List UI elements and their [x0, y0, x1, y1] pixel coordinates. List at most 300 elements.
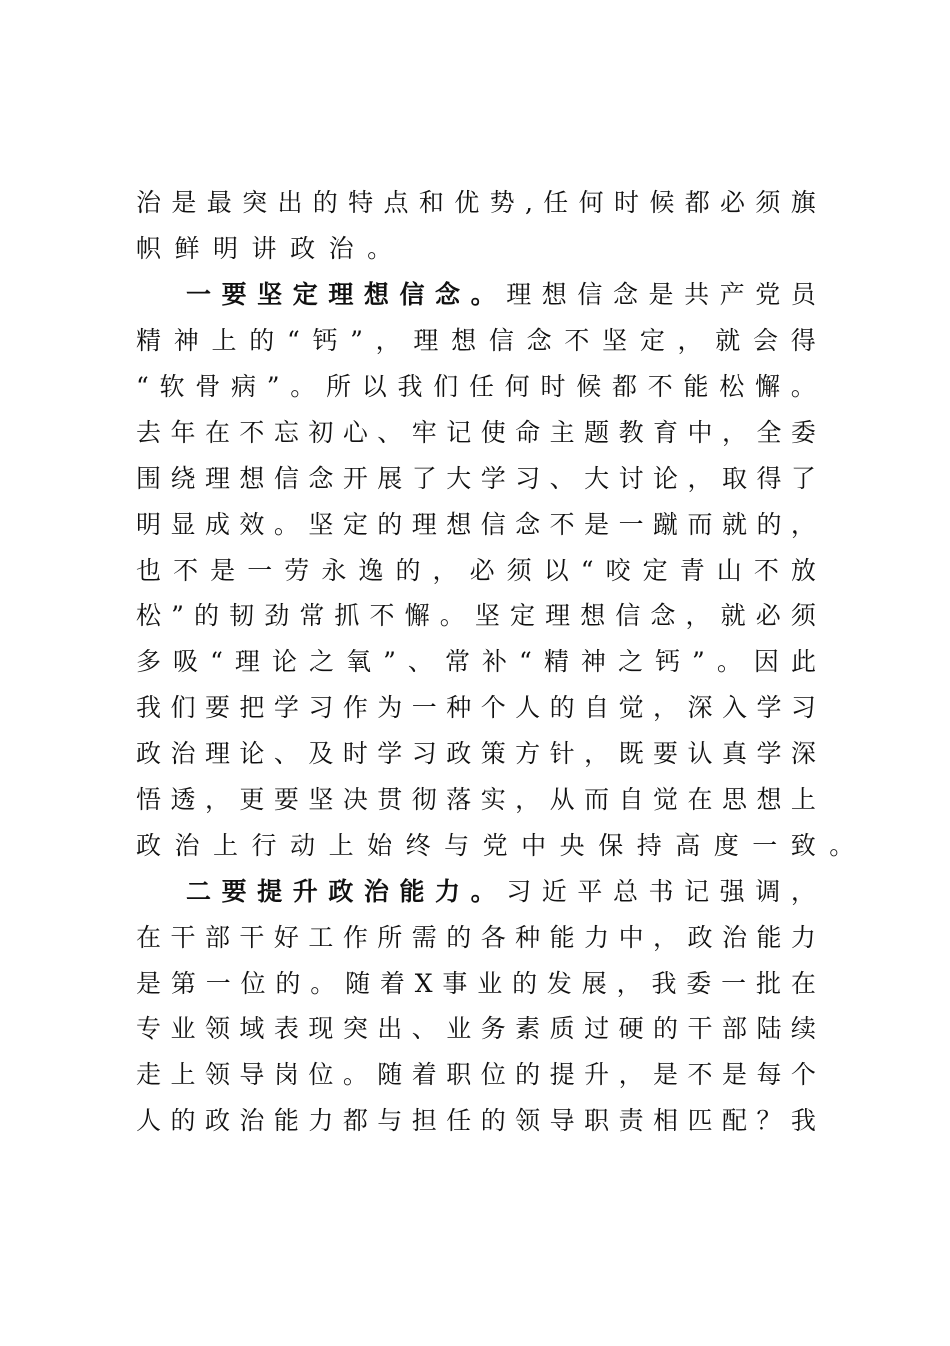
- char: 精: [136, 326, 162, 356]
- char: 所: [377, 922, 403, 952]
- char: 坚: [308, 509, 334, 539]
- char: 发: [546, 968, 572, 998]
- text-line: [136, 409, 816, 455]
- char: 方: [515, 739, 541, 769]
- char: ，: [677, 326, 703, 356]
- char: 精: [543, 647, 569, 677]
- char: 能: [273, 1106, 299, 1136]
- char: 政: [290, 234, 316, 264]
- char: “: [519, 647, 532, 677]
- char: 职: [584, 1106, 610, 1136]
- char: 必: [755, 601, 781, 631]
- char: 初: [308, 417, 334, 447]
- char: 显: [170, 509, 196, 539]
- char: 论: [653, 463, 679, 493]
- char: 取: [721, 463, 747, 493]
- char: 山: [716, 555, 742, 585]
- char: 是: [584, 509, 610, 539]
- char: 平: [577, 876, 603, 906]
- char: 。: [290, 372, 316, 401]
- char: 、: [377, 417, 403, 447]
- char: 领: [204, 1060, 230, 1090]
- char: “: [286, 326, 300, 356]
- char: 常: [444, 647, 470, 677]
- char: 最: [206, 188, 232, 218]
- char: 不: [369, 601, 395, 631]
- char: 彻: [411, 785, 437, 815]
- text-line: [136, 455, 816, 501]
- char: 韧: [229, 601, 255, 631]
- char: 钙: [312, 326, 338, 356]
- char: 不: [687, 1060, 713, 1090]
- bold-char: 。: [470, 876, 496, 906]
- text-line: [136, 914, 816, 960]
- char: ，: [685, 601, 711, 631]
- char: 上: [790, 785, 816, 815]
- char: 学: [756, 693, 782, 723]
- char: 命: [515, 417, 541, 447]
- text-line: [136, 180, 816, 226]
- bold-char: 念: [435, 280, 461, 310]
- char: 与: [444, 830, 470, 860]
- char: 念: [308, 463, 334, 493]
- char: 上: [170, 1060, 196, 1090]
- char: 松: [719, 372, 745, 401]
- char: 讲: [251, 234, 277, 264]
- char: 委: [790, 417, 816, 447]
- char: 决: [342, 785, 368, 815]
- bold-char: 能: [399, 876, 425, 906]
- char: ，: [204, 785, 230, 815]
- char: 好: [273, 922, 299, 952]
- char: 习: [790, 693, 816, 723]
- char: 质: [549, 1014, 575, 1044]
- char: 常: [299, 601, 325, 631]
- char: 蹴: [653, 509, 679, 539]
- char: 一: [205, 968, 231, 998]
- char: 保: [598, 830, 624, 860]
- char: 要: [653, 739, 679, 769]
- char: 的: [249, 326, 275, 356]
- char: 致: [790, 830, 816, 860]
- char: 候: [649, 188, 675, 218]
- char: 之: [309, 647, 335, 677]
- char: 的: [653, 1014, 679, 1044]
- char: 深: [790, 739, 816, 769]
- char: 干: [239, 922, 265, 952]
- char: “: [580, 555, 594, 585]
- char: 力: [308, 1106, 334, 1136]
- char: 坚: [602, 326, 628, 356]
- char: 职: [446, 1060, 472, 1090]
- char: 帜: [136, 234, 162, 264]
- char: 。: [367, 234, 393, 264]
- char: 为: [377, 693, 403, 723]
- char: 学: [273, 693, 299, 723]
- char: ”: [692, 647, 705, 677]
- bold-char: 政: [328, 876, 354, 906]
- char: 陆: [756, 1014, 782, 1044]
- bold-char: 想: [363, 280, 389, 310]
- char: 专: [136, 1014, 162, 1044]
- char: 贯: [377, 785, 403, 815]
- char: 不: [173, 555, 199, 585]
- char: 不: [549, 509, 575, 539]
- text-line: [136, 226, 816, 272]
- char: 信: [273, 463, 299, 493]
- bold-char: 信: [399, 280, 425, 310]
- char: 理: [545, 601, 571, 631]
- char: 着: [411, 1060, 437, 1090]
- char: 、: [549, 463, 575, 493]
- char: 透: [170, 785, 196, 815]
- text-line: [136, 731, 816, 777]
- char: 员: [790, 280, 816, 310]
- char: 自: [618, 785, 644, 815]
- char: 书: [648, 876, 674, 906]
- char: 始: [367, 830, 393, 860]
- char: 都: [612, 372, 638, 401]
- char: 种: [515, 922, 541, 952]
- char: 着: [379, 968, 405, 998]
- char: 必: [469, 555, 495, 585]
- char: 的: [549, 693, 575, 723]
- char: 、: [407, 647, 433, 677]
- char: 在: [687, 785, 713, 815]
- char: ？: [756, 1106, 782, 1136]
- char: 何: [578, 188, 604, 218]
- char: 理: [411, 509, 437, 539]
- char: 理: [506, 280, 532, 310]
- char: 第: [170, 968, 196, 998]
- char: 要: [204, 693, 230, 723]
- char: 中: [521, 830, 547, 860]
- char: 政: [687, 922, 713, 952]
- char: 一: [411, 693, 437, 723]
- char: 信: [488, 326, 514, 356]
- char: 想: [541, 280, 567, 310]
- char: 走: [136, 1060, 162, 1090]
- char: 我: [397, 372, 423, 401]
- char: 了: [411, 463, 437, 493]
- char: 大: [584, 463, 610, 493]
- char: 事: [442, 968, 468, 998]
- char: 悟: [136, 785, 162, 815]
- char: 认: [687, 739, 713, 769]
- char: 何: [504, 372, 530, 401]
- char: 使: [480, 417, 506, 447]
- char: 过: [584, 1014, 610, 1044]
- char: 政: [204, 1106, 230, 1136]
- char: 导: [239, 1060, 265, 1090]
- char: 不: [753, 555, 779, 585]
- char: 上: [213, 830, 239, 860]
- char: 信: [615, 601, 641, 631]
- char: 。: [716, 647, 742, 677]
- char: 坚: [308, 785, 334, 815]
- char: ”: [266, 372, 280, 401]
- char: 政: [136, 739, 162, 769]
- char: 一: [721, 968, 747, 998]
- char: 治: [170, 739, 196, 769]
- char: 的: [480, 1106, 506, 1136]
- char: 了: [790, 463, 816, 493]
- char: 永: [321, 555, 347, 585]
- char: 开: [342, 463, 368, 493]
- char: 部: [204, 922, 230, 952]
- char: 责: [618, 1106, 644, 1136]
- char: ，: [432, 555, 458, 585]
- char: 氧: [346, 647, 372, 677]
- bold-char: 坚: [257, 280, 283, 310]
- char: 终: [405, 830, 431, 860]
- char: 理: [204, 463, 230, 493]
- char: 我: [790, 1106, 816, 1136]
- char: 想: [580, 601, 606, 631]
- char: 所: [326, 372, 352, 401]
- char: 实: [480, 785, 506, 815]
- char: 硬: [618, 1014, 644, 1044]
- char: 因: [753, 647, 779, 677]
- text-line: [136, 1098, 816, 1144]
- char: 而: [584, 785, 610, 815]
- char: 治: [328, 234, 354, 264]
- char: 政: [136, 830, 162, 860]
- char: 个: [790, 1060, 816, 1090]
- char: 动: [290, 830, 316, 860]
- char: 。: [310, 968, 336, 998]
- char: 委: [686, 968, 712, 998]
- char: 的: [312, 188, 338, 218]
- char: 业: [446, 1014, 472, 1044]
- char: “: [210, 647, 223, 677]
- char: 逸: [358, 555, 384, 585]
- char: 近: [541, 876, 567, 906]
- char: ，: [790, 876, 816, 906]
- char: 牢: [411, 417, 437, 447]
- char: 务: [480, 1014, 506, 1044]
- char: 总: [612, 876, 638, 906]
- char: 劲: [264, 601, 290, 631]
- char: 产: [719, 280, 745, 310]
- char: ，: [584, 739, 610, 769]
- char: 批: [755, 968, 781, 998]
- char: 力: [584, 922, 610, 952]
- char: 是: [210, 555, 236, 585]
- text-line: [136, 364, 816, 410]
- char: 念: [526, 326, 552, 356]
- char: 是: [171, 188, 197, 218]
- char: 各: [480, 922, 506, 952]
- char: 治: [174, 830, 200, 860]
- char: 之: [617, 647, 643, 677]
- char: 吸: [173, 647, 199, 677]
- char: 在: [790, 968, 816, 998]
- char: 多: [136, 647, 162, 677]
- char: 神: [173, 326, 199, 356]
- char: ”: [350, 326, 363, 356]
- char: 岗: [273, 1060, 299, 1090]
- char: 旗: [790, 188, 816, 218]
- text-line: [136, 639, 816, 685]
- char: 的: [170, 1106, 196, 1136]
- char: X: [414, 968, 433, 998]
- char: 党: [755, 280, 781, 310]
- char: 钙: [655, 647, 681, 677]
- char: 习: [515, 463, 541, 493]
- char: ”: [383, 647, 396, 677]
- char: 及: [308, 739, 334, 769]
- char: 定: [639, 326, 665, 356]
- char: 得: [790, 326, 816, 356]
- char: 年: [170, 417, 196, 447]
- char: 与: [377, 1106, 403, 1136]
- char: 需: [411, 922, 437, 952]
- char: 把: [239, 693, 265, 723]
- bold-char: 升: [292, 876, 318, 906]
- char: 信: [480, 509, 506, 539]
- char: 不: [647, 372, 673, 401]
- char: 优: [454, 188, 480, 218]
- char: 匹: [687, 1106, 713, 1136]
- char: 的: [446, 922, 472, 952]
- char: 更: [239, 785, 265, 815]
- text-line: [136, 318, 816, 364]
- char: 习: [411, 739, 437, 769]
- char: 不: [564, 326, 590, 356]
- char: 共: [684, 280, 710, 310]
- char: 劳: [284, 555, 310, 585]
- char: 每: [756, 1060, 782, 1090]
- text-line: [136, 822, 855, 868]
- char: 领: [515, 1106, 541, 1136]
- bold-char: 理: [328, 280, 354, 310]
- char: 政: [446, 739, 472, 769]
- char: 持: [636, 830, 662, 860]
- char: 定: [509, 601, 535, 631]
- char: 中: [687, 417, 713, 447]
- char: 咬: [605, 555, 631, 585]
- bold-char: 要: [221, 876, 247, 906]
- char: 强: [719, 876, 745, 906]
- char: 点: [383, 188, 409, 218]
- char: 位: [240, 968, 266, 998]
- text-line: [136, 593, 816, 639]
- char: 明: [213, 234, 239, 264]
- char: 治: [239, 1106, 265, 1136]
- char: 信: [577, 280, 603, 310]
- char: 补: [482, 647, 508, 677]
- char: 就: [715, 326, 741, 356]
- char: 学: [377, 739, 403, 769]
- char: 任: [446, 1106, 472, 1136]
- char: 治: [136, 188, 162, 218]
- char: 度: [713, 830, 739, 860]
- char: 而: [687, 509, 713, 539]
- char: 定: [342, 509, 368, 539]
- char: 、: [273, 739, 299, 769]
- bold-char: 一: [186, 280, 212, 310]
- char: 要: [273, 785, 299, 815]
- char: 从: [549, 785, 575, 815]
- char: 。: [342, 1060, 368, 1090]
- char: 针: [549, 739, 575, 769]
- char: 展: [377, 463, 403, 493]
- char: 的: [377, 509, 403, 539]
- char: 育: [653, 417, 679, 447]
- char: 导: [549, 1106, 575, 1136]
- char: 业: [477, 968, 503, 998]
- char: 念: [612, 280, 638, 310]
- text-line: [136, 777, 816, 823]
- char: 想: [451, 326, 477, 356]
- char: 时: [540, 372, 566, 401]
- bold-char: 力: [435, 876, 461, 906]
- char: ，: [687, 463, 713, 493]
- char: 不: [239, 417, 265, 447]
- char: 党: [482, 830, 508, 860]
- char: 的: [275, 968, 301, 998]
- char: 突: [342, 1014, 368, 1044]
- char: 能: [549, 922, 575, 952]
- char: 念: [515, 509, 541, 539]
- char: 想: [756, 785, 782, 815]
- char: ，: [375, 326, 401, 356]
- char: 的: [512, 968, 538, 998]
- char: 的: [395, 555, 421, 585]
- bold-char: 二: [186, 876, 212, 906]
- char: 担: [411, 1106, 437, 1136]
- char: 上: [328, 830, 354, 860]
- char: 领: [204, 1014, 230, 1044]
- char: 的: [515, 1060, 541, 1090]
- char: 围: [136, 463, 162, 493]
- char: 抓: [334, 601, 360, 631]
- text-line: [136, 547, 816, 593]
- char: 论: [239, 739, 265, 769]
- char: 力: [790, 922, 816, 952]
- char: 须: [506, 555, 532, 585]
- char: 域: [239, 1014, 265, 1044]
- char: 深: [687, 693, 713, 723]
- char: 记: [684, 876, 710, 906]
- char: 是: [653, 1060, 679, 1090]
- char: 突: [242, 188, 268, 218]
- char: 念: [650, 601, 676, 631]
- char: 论: [271, 647, 297, 677]
- char: 就: [720, 601, 746, 631]
- char: 任: [543, 188, 569, 218]
- char: 我: [651, 968, 677, 998]
- char: 们: [170, 693, 196, 723]
- char: 理: [413, 326, 439, 356]
- char: 想: [239, 463, 265, 493]
- char: 干: [170, 922, 196, 952]
- char: ，: [653, 693, 679, 723]
- char: 能: [756, 922, 782, 952]
- text-line: [136, 960, 816, 1006]
- char: 松: [136, 601, 162, 631]
- char: 势: [489, 188, 515, 218]
- char: 放: [790, 555, 816, 585]
- body-text: [136, 180, 855, 1144]
- char: 就: [721, 509, 747, 539]
- char: 们: [433, 372, 459, 401]
- char: ”: [171, 601, 184, 631]
- char: 一: [247, 555, 273, 585]
- char: 。: [273, 509, 299, 539]
- bold-char: 治: [363, 876, 389, 906]
